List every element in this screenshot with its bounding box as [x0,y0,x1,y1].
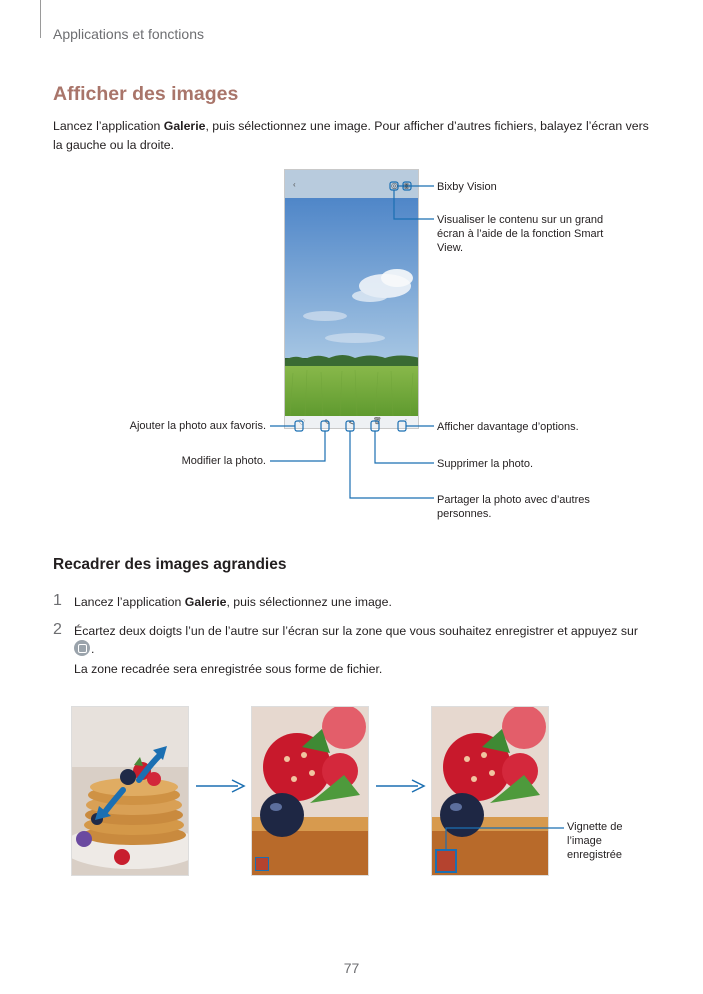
arrow-right-icon [196,778,246,794]
share-icon[interactable]: < [349,418,354,427]
bixby-vision-icon[interactable]: ◎ [391,181,398,190]
section-header: Applications et fonctions [53,26,204,42]
page-title: Afficher des images [53,83,239,105]
more-options-icon[interactable]: ⋮ [402,418,410,427]
arrow-right-icon [376,778,426,794]
step-1-number: 1 [53,592,62,609]
intro-paragraph: Lancez l’application Galerie, puis sélectionnez une image. Pour afficher d’autres fichiers, balayez l’écran vers la gauche ou la droite. [53,119,649,152]
callout-bixby-vision: Bixby Vision [437,181,497,193]
callout-delete: Supprimer la photo. [437,458,533,470]
page-number: 77 [343,960,360,976]
zoomed-image [251,706,369,876]
callout-smart-view: Visualiser le contenu sur un grand écran à l’aide de la fonction Smart View. [437,214,604,254]
callout-edit: Modifier la photo. [181,455,266,467]
delete-icon[interactable]: 🗑 [373,418,382,425]
back-icon[interactable]: ‹ [293,180,296,189]
section-title: Recadrer des images agrandies [53,556,287,573]
capture-button-icon [74,640,90,656]
favorite-icon[interactable]: ♡ [298,418,306,427]
step-2-note: La zone recadrée sera enregistrée sous forme de fichier. [74,662,383,676]
saved-thumbnail[interactable] [435,849,457,873]
callout-thumbnail: Vignette de l’image enregistrée [567,821,623,861]
thumbnail-preview-small[interactable] [255,857,269,871]
step-2-number: 2 [53,621,62,638]
smart-view-icon[interactable]: ◉ [403,181,410,190]
callout-share: Partager la photo avec d’autres personnes. [437,494,590,520]
callout-favorite: Ajouter la photo aux favoris. [129,420,266,432]
step-2-text: Écartez deux doigts l’un de l’autre sur l’écran sur la zone que vous souhaitez enregistrer et appuyez sur . [74,624,638,656]
pinch-zoom-arrows [71,706,189,876]
edit-icon[interactable]: ✎ [324,418,331,427]
zoomed-image-with-thumbnail [431,706,549,876]
callout-more-options: Afficher davantage d’options. [437,421,579,433]
step-1-text: Lancez l’application Galerie, puis sélectionnez une image. [74,595,392,609]
app-name: Galerie [163,119,206,133]
